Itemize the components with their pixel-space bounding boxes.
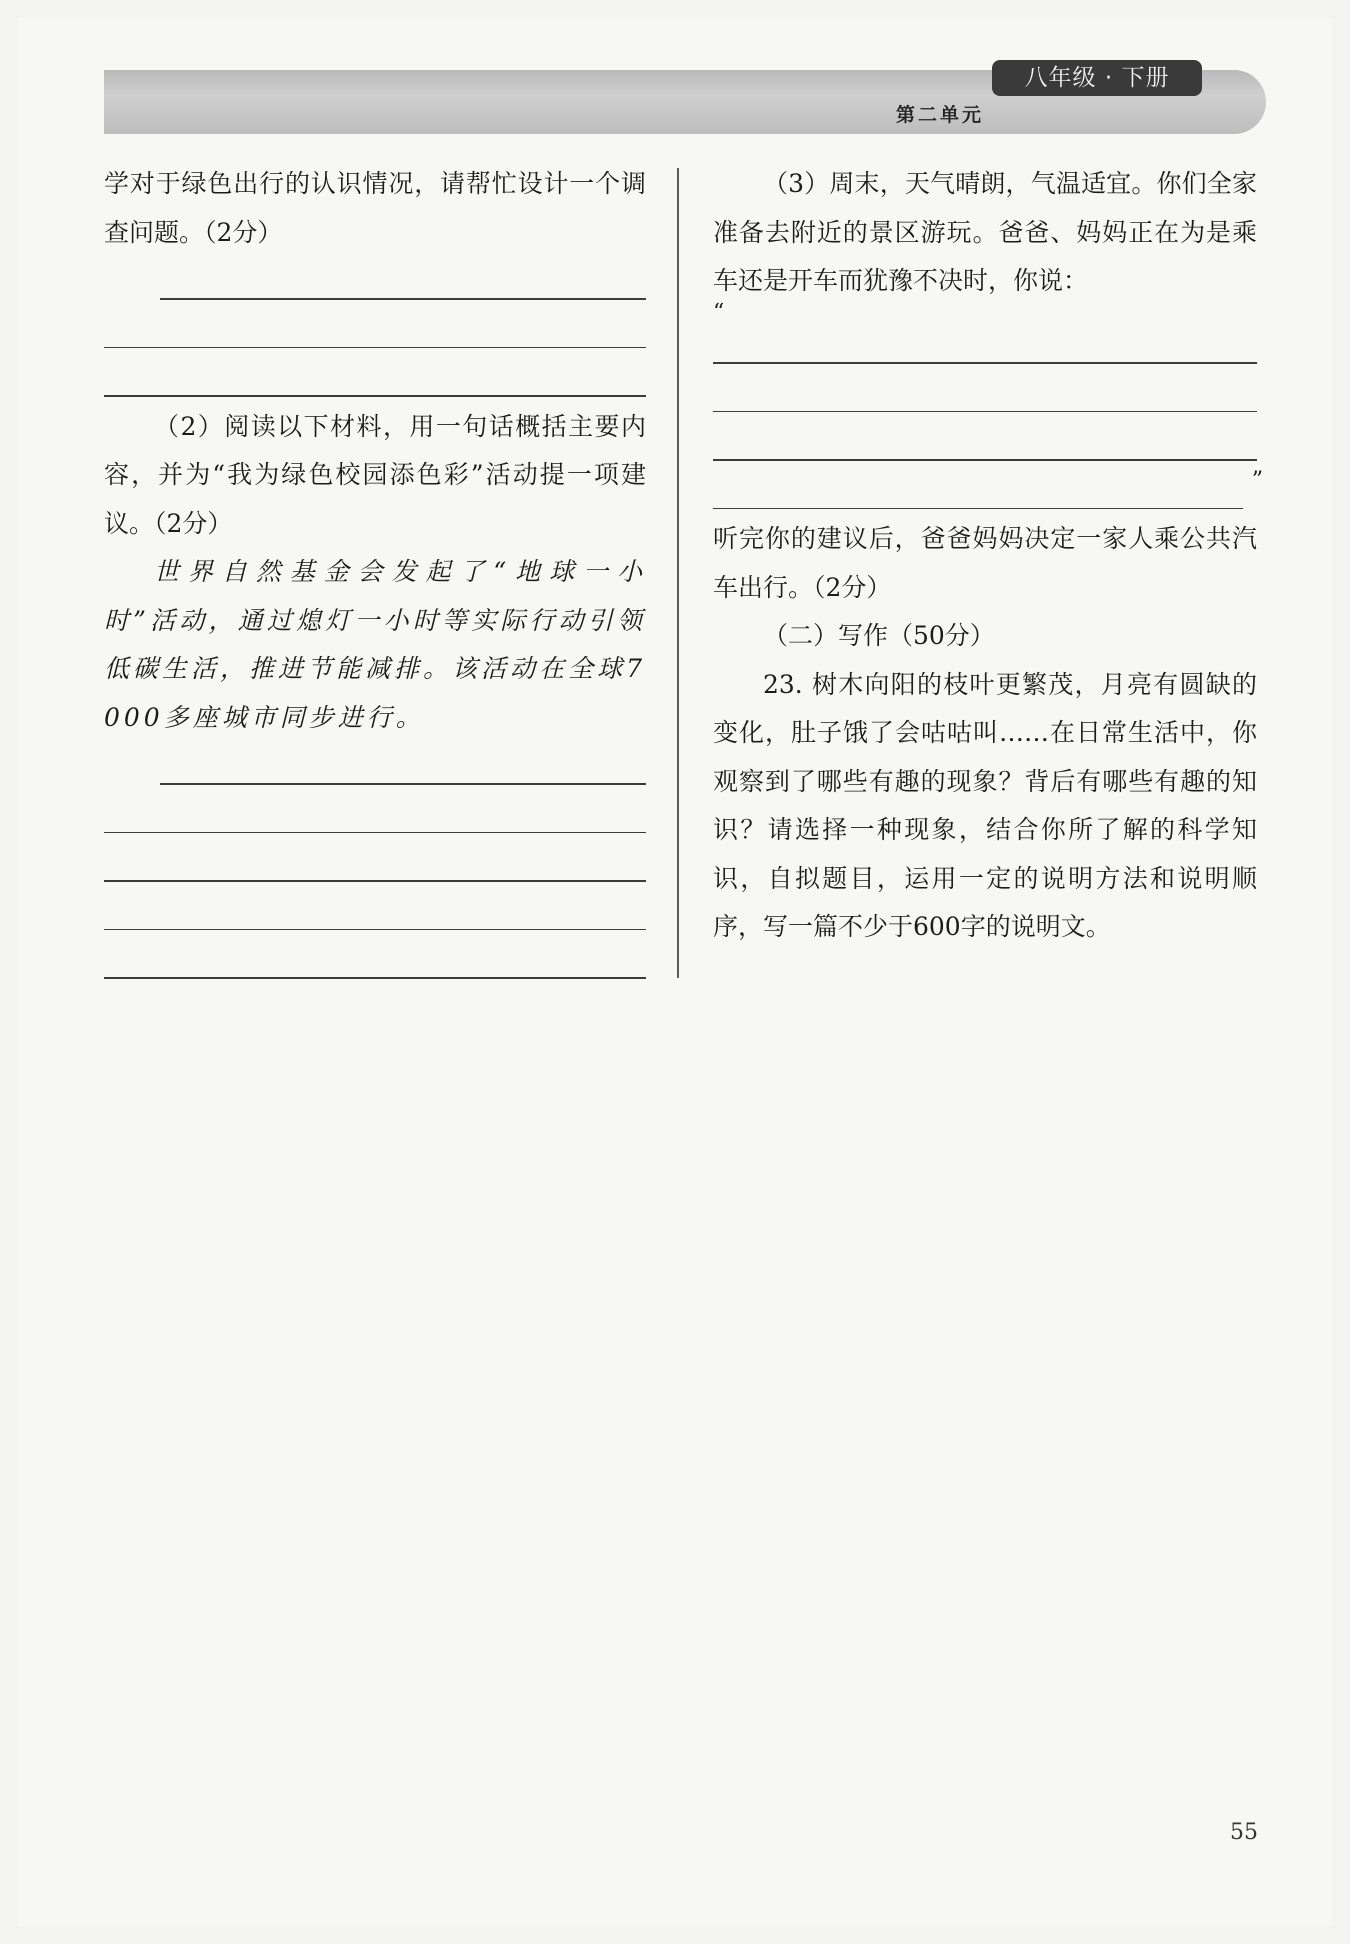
answer-line[interactable] (104, 742, 646, 791)
question-3-text: （3）周末，天气晴朗，气温适宜。你们全家准备去附近的景区游玩。爸爸、妈妈正在为是乘车还是开车而犹豫不决时，你说： (713, 169, 1257, 295)
intro-question-text: 学对于绿色出行的认识情况，请帮忙设计一个调查问题。（2分） (104, 169, 646, 247)
close-quote: ” (1251, 467, 1263, 493)
answer-line[interactable] (104, 791, 646, 840)
answer-line[interactable] (713, 330, 1257, 370)
right-column (713, 160, 1263, 952)
answer-line[interactable] (104, 257, 646, 306)
answer-line[interactable] (713, 370, 1257, 419)
grade-tag: 八年级 · 下册 (992, 60, 1202, 96)
answer-line[interactable] (104, 888, 646, 937)
question-23-text: 23. 树木向阳的枝叶更繁茂，月亮有圆缺的变化，肚子饿了会咕咕叫……在日常生活中，你观察到了哪些有趣的现象？背后有哪些有趣的知识？请选择一种现象，结合你所了解的科学知识，自拟题目，运用一定的说明方法和说明顺序，写一篇不少于600字的说明文。 (713, 669, 1257, 941)
page-number: 55 (1230, 1820, 1258, 1845)
unit-label: 第二单元 (896, 104, 985, 126)
question-3-followup: 听完你的建议后，爸爸妈妈决定一家人乘公共汽车出行。（2分） (713, 524, 1257, 602)
left-column (104, 160, 646, 985)
open-quote: “ (713, 299, 725, 325)
writing-section-title: （二）写作（50分） (763, 621, 995, 650)
answer-line[interactable] (713, 467, 1263, 516)
answer-line[interactable] (104, 936, 646, 985)
column-divider (677, 168, 679, 978)
answer-line[interactable] (713, 418, 1257, 467)
answer-line[interactable] (104, 839, 646, 888)
answer-line[interactable] (104, 354, 646, 403)
question-2-text: （2）阅读以下材料，用一句话概括主要内容，并为“我为绿色校园添色彩”活动提一项建议。（2分） (104, 411, 646, 538)
answer-line[interactable] (104, 306, 646, 355)
reading-material: 世界自然基金会发起了“地球一小时”活动，通过熄灯一小时等实际行动引领低碳生活，推进节能减排。该活动在全球7 000多座城市同步进行。 (104, 557, 646, 732)
